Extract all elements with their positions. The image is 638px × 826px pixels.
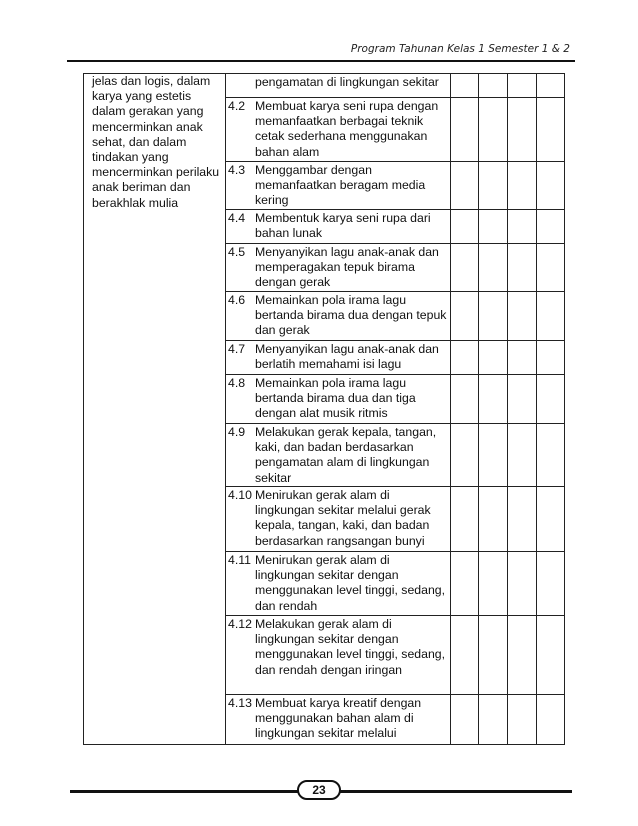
check-cell [479, 616, 508, 695]
check-cell [508, 292, 537, 341]
check-cell [508, 552, 537, 616]
check-cell [479, 341, 508, 375]
check-cell [479, 424, 508, 487]
check-cell [451, 424, 479, 487]
kd-text: Menyanyikan lagu anak-anak dan berlatih memahami isi lagu [255, 342, 439, 372]
check-cell [479, 162, 508, 210]
check-cell [508, 244, 537, 292]
check-cell [508, 424, 537, 487]
check-cell [451, 341, 479, 375]
kd-number: 4.3 [228, 163, 246, 177]
table-row [84, 74, 565, 98]
kd-text: Membuat karya seni rupa dengan memanfaatkan berbagai teknik cetak sederhana menggunakan bahan alam [255, 99, 439, 159]
check-cell [537, 487, 565, 552]
kd-cell [226, 244, 451, 292]
kd-cell [226, 74, 451, 98]
kd-cell [226, 292, 451, 341]
kd-text: Melakukan gerak kepala, tangan, kaki, dan badan berdasarkan pengamatan alam di lingkungan sekitar [255, 425, 437, 485]
kd-number: 4.7 [228, 342, 246, 356]
kd-text: Memainkan pola irama lagu bertanda birama dua dengan tepuk dan gerak [255, 293, 447, 338]
kd-text: pengamatan di lingkungan sekitar [255, 75, 439, 89]
check-cell [537, 424, 565, 487]
check-cell [479, 292, 508, 341]
kd-text: Menirukan gerak alam di lingkungan sekitar melalui gerak kepala, tangan, kaki, dan badan berdasarkan rangsangan bunyi [255, 488, 431, 548]
kd-cell [226, 162, 451, 210]
kd-number: 4.10 [228, 488, 252, 502]
check-cell [451, 244, 479, 292]
check-cell [479, 98, 508, 162]
check-cell [508, 375, 537, 424]
kd-text: Memainkan pola irama lagu bertanda birama dua dan tiga dengan alat musik ritmis [255, 376, 416, 421]
page-number: 23 [297, 780, 341, 800]
check-cell [537, 695, 565, 745]
kd-cell [226, 487, 451, 552]
kd-cell [226, 616, 451, 695]
check-cell [451, 162, 479, 210]
check-cell [508, 695, 537, 745]
kd-number: 4.13 [228, 696, 252, 710]
check-cell [508, 341, 537, 375]
check-cell [537, 162, 565, 210]
check-cell [537, 244, 565, 292]
footer-rule-right [340, 790, 572, 793]
check-cell [537, 292, 565, 341]
kd-text: Membentuk karya seni rupa dari bahan lunak [255, 211, 431, 241]
competency-table [83, 73, 565, 745]
kd-number: 4.8 [228, 376, 246, 390]
kd-number: 4.5 [228, 245, 246, 259]
kd-cell [226, 424, 451, 487]
kd-text: Melakukan gerak alam di lingkungan sekitar dengan menggunakan level tinggi, sedang, dan rendah dengan iringan [255, 617, 446, 677]
check-cell [451, 210, 479, 244]
kd-number: 4.2 [228, 99, 246, 113]
check-cell [479, 74, 508, 98]
check-cell [479, 695, 508, 745]
kd-cell [226, 552, 451, 616]
kd-cell [226, 375, 451, 424]
check-cell [451, 375, 479, 424]
check-cell [508, 74, 537, 98]
header-title: Program Tahunan Kelas 1 Semester 1 & 2 [350, 43, 570, 55]
check-cell [537, 616, 565, 695]
check-cell [537, 552, 565, 616]
check-cell [508, 616, 537, 695]
core-competency-text: jelas dan logis, dalam karya yang estetis dalam gerakan yang mencerminkan anak sehat, dan dalam tindakan yang mencerminkan perilaku anak beriman dan berakhlak mulia [92, 74, 220, 210]
kd-cell [226, 210, 451, 244]
kd-number: 4.4 [228, 211, 246, 225]
check-cell [479, 210, 508, 244]
kd-text: Membuat karya kreatif dengan menggunakan bahan alam di lingkungan sekitar melalui [255, 696, 422, 741]
kd-cell [226, 341, 451, 375]
check-cell [451, 74, 479, 98]
kd-number: 4.6 [228, 293, 246, 307]
check-cell [508, 210, 537, 244]
kd-text: Menirukan gerak alam di lingkungan sekitar dengan menggunakan level tinggi, sedang, dan rendah [255, 553, 446, 613]
check-cell [508, 487, 537, 552]
check-cell [537, 341, 565, 375]
check-cell [508, 162, 537, 210]
kd-number: 4.11 [228, 553, 252, 567]
kd-number: 4.12 [228, 617, 252, 631]
kd-text: Menggambar dengan memanfaatkan beragam media kering [255, 163, 426, 208]
check-cell [479, 552, 508, 616]
check-cell [508, 98, 537, 162]
check-cell [451, 292, 479, 341]
footer-rule-left [70, 790, 299, 793]
check-cell [537, 210, 565, 244]
check-cell [479, 487, 508, 552]
check-cell [537, 74, 565, 98]
check-cell [537, 375, 565, 424]
kd-cell [226, 98, 451, 162]
kd-text: Menyanyikan lagu anak-anak dan memperagakan tepuk birama dengan gerak [255, 245, 439, 290]
check-cell [479, 375, 508, 424]
kd-number [228, 75, 255, 90]
kd-number: 4.9 [228, 425, 246, 439]
check-cell [451, 695, 479, 745]
check-cell [451, 487, 479, 552]
header-rule [67, 60, 575, 62]
kd-cell [226, 695, 451, 745]
check-cell [479, 244, 508, 292]
core-competency-cell [84, 74, 226, 745]
check-cell [537, 98, 565, 162]
check-cell [451, 98, 479, 162]
check-cell [451, 552, 479, 616]
check-cell [451, 616, 479, 695]
